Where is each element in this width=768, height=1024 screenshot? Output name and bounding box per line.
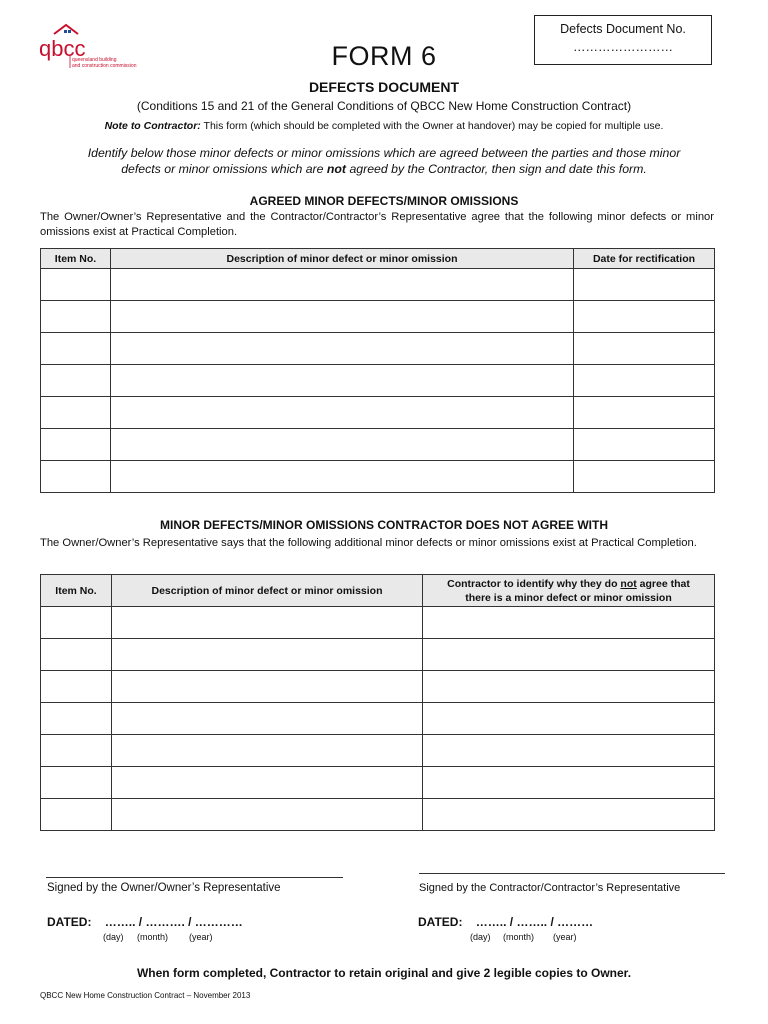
column-header-description: Description of minor defect or minor omission xyxy=(111,249,574,269)
form-title: FORM 6 xyxy=(331,41,437,71)
reason-cell[interactable] xyxy=(423,607,715,639)
reason-cell[interactable] xyxy=(423,735,715,767)
description-cell[interactable] xyxy=(112,735,423,767)
owner-month-label: (month) xyxy=(137,932,169,942)
description-cell[interactable] xyxy=(112,607,423,639)
document-title: DEFECTS DOCUMENT xyxy=(308,79,460,95)
item-no-cell[interactable] xyxy=(41,301,111,333)
reason-cell[interactable] xyxy=(423,703,715,735)
contractor-dated xyxy=(418,915,593,929)
logo-wordmark: qbcc xyxy=(39,36,86,61)
column-header-date-for-rectification: Date for rectification xyxy=(574,249,715,269)
table-row xyxy=(41,365,715,397)
reason-header-part-a: Contractor to identify why they do xyxy=(447,577,621,590)
disagreed-section-paragraph: The Owner/Owner’s Representative says that the following additional minor defects or minor omissions exist at Practical Completion. xyxy=(40,537,697,549)
item-no-cell[interactable] xyxy=(41,429,111,461)
document-number-value: …………………… xyxy=(573,40,673,54)
table-row xyxy=(41,397,715,429)
agreed-section-heading: AGREED MINOR DEFECTS/MINOR OMISSIONS xyxy=(249,194,519,208)
reason-cell[interactable] xyxy=(423,671,715,703)
owner-signature-line[interactable] xyxy=(46,877,343,878)
reason-header-emphasis: not xyxy=(620,577,637,590)
table-row xyxy=(41,735,715,767)
date-cell[interactable] xyxy=(574,269,715,301)
identify-line-1: Identify below those minor defects or minor omissions which are agreed between the parties and those minor xyxy=(87,146,681,160)
owner-date-field[interactable]: …….. / ………. / ………… xyxy=(104,915,243,929)
reason-cell[interactable] xyxy=(423,767,715,799)
item-no-cell[interactable] xyxy=(41,269,111,301)
agreed-defects-table xyxy=(40,248,715,493)
reason-header-part-c: agree that xyxy=(636,577,690,590)
contractor-year-label: (year) xyxy=(553,932,577,942)
column-header-item-no: Item No. xyxy=(41,249,111,269)
description-cell[interactable] xyxy=(111,365,574,397)
item-no-cell[interactable] xyxy=(41,461,111,493)
description-cell[interactable] xyxy=(112,799,423,831)
note-label: Note to Contractor: xyxy=(104,120,201,132)
description-cell[interactable] xyxy=(111,429,574,461)
item-no-cell[interactable] xyxy=(41,607,112,639)
table-row xyxy=(41,429,715,461)
description-cell[interactable] xyxy=(111,461,574,493)
contractor-date-field[interactable]: …….. / …….. / ……… xyxy=(475,915,594,929)
description-cell[interactable] xyxy=(112,671,423,703)
contractor-signature-label: Signed by the Contractor/Contractor’s Representative xyxy=(419,882,681,894)
description-cell[interactable] xyxy=(111,333,574,365)
item-no-cell[interactable] xyxy=(41,365,111,397)
disagreed-defects-table xyxy=(40,574,715,831)
reason-header-line-2: there is a minor defect or minor omission xyxy=(465,591,672,604)
item-no-cell[interactable] xyxy=(41,735,112,767)
description-cell[interactable] xyxy=(112,703,423,735)
description-cell[interactable] xyxy=(112,767,423,799)
item-no-cell[interactable] xyxy=(41,397,111,429)
description-cell[interactable] xyxy=(111,269,574,301)
note-text: This form (which should be completed with the Owner at handover) may be copied for multiple use. xyxy=(203,120,664,132)
date-cell[interactable] xyxy=(574,397,715,429)
identify-line-2 xyxy=(40,161,728,177)
table-row xyxy=(41,461,715,493)
date-cell[interactable] xyxy=(574,461,715,493)
identify-line-2-part-a: defects or minor omissions which are xyxy=(121,162,327,176)
reason-cell[interactable] xyxy=(423,639,715,671)
item-no-cell[interactable] xyxy=(41,799,112,831)
description-cell[interactable] xyxy=(111,397,574,429)
identify-instructions xyxy=(40,145,728,177)
column-header-item-no: Item No. xyxy=(41,575,112,607)
conditions-reference: (Conditions 15 and 21 of the General Conditions of QBCC New Home Construction Contract) xyxy=(136,99,632,113)
column-header-description: Description of minor defect or minor omission xyxy=(112,575,423,607)
table-row xyxy=(41,671,715,703)
owner-dated-label: DATED: xyxy=(47,915,92,929)
column-header-contractor-reason xyxy=(423,575,715,607)
owner-dated xyxy=(47,915,243,929)
owner-signature-label: Signed by the Owner/Owner’s Representative xyxy=(47,882,281,894)
identify-line-2-emphasis: not xyxy=(326,162,347,176)
item-no-cell[interactable] xyxy=(41,767,112,799)
item-no-cell[interactable] xyxy=(41,639,112,671)
table-row xyxy=(41,799,715,831)
description-cell[interactable] xyxy=(112,639,423,671)
contractor-month-label: (month) xyxy=(503,932,535,942)
date-cell[interactable] xyxy=(574,429,715,461)
identify-line-2-part-c: agreed by the Contractor, then sign and date this form. xyxy=(346,162,647,176)
table-header-row xyxy=(41,575,715,607)
table-row xyxy=(41,269,715,301)
table-header-row xyxy=(41,249,715,269)
table-row xyxy=(41,767,715,799)
table-row xyxy=(41,639,715,671)
reason-cell[interactable] xyxy=(423,799,715,831)
item-no-cell[interactable] xyxy=(41,671,112,703)
contractor-dated-label: DATED: xyxy=(418,915,463,929)
contractor-day-label: (day) xyxy=(470,932,491,942)
table-row xyxy=(41,607,715,639)
description-cell[interactable] xyxy=(111,301,574,333)
disagreed-section-heading: MINOR DEFECTS/MINOR OMISSIONS CONTRACTOR DOES NOT AGREE WITH xyxy=(159,518,608,532)
completion-instruction: When form completed, Contractor to retain original and give 2 legible copies to Owner. xyxy=(136,966,632,980)
logo-tagline-2: and construction commission xyxy=(72,63,137,69)
owner-year-label: (year) xyxy=(189,932,213,942)
item-no-cell[interactable] xyxy=(41,703,112,735)
note-to-contractor xyxy=(0,120,768,132)
date-cell[interactable] xyxy=(574,365,715,397)
owner-day-label: (day) xyxy=(103,932,124,942)
footer-contract-reference: QBCC New Home Construction Contract – November 2013 xyxy=(40,991,251,1000)
agreed-section-paragraph: The Owner/Owner’s Representative and the Contractor/Contractor’s Representative agree that the following minor defects or minor omissions exist at Practical Completion. xyxy=(40,211,714,238)
date-cell[interactable] xyxy=(574,333,715,365)
document-number-label: Defects Document No. xyxy=(560,22,686,36)
table-row xyxy=(41,301,715,333)
table-row xyxy=(41,703,715,735)
contractor-signature-line[interactable] xyxy=(419,873,725,874)
date-cell[interactable] xyxy=(574,301,715,333)
logo-tagline-1: queensland building xyxy=(72,57,117,63)
table-row xyxy=(41,333,715,365)
item-no-cell[interactable] xyxy=(41,333,111,365)
